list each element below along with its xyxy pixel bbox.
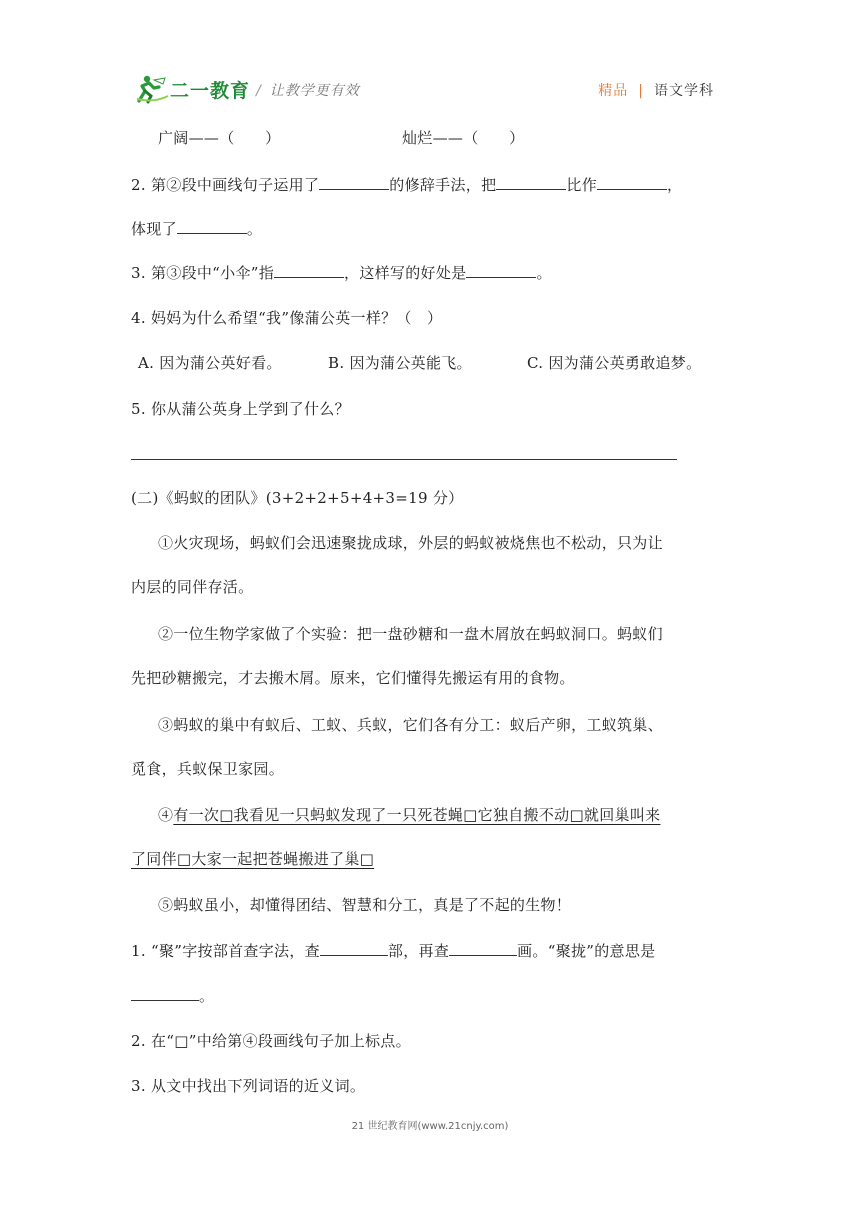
b1-blank-3[interactable] [131,986,199,1001]
paragraph-1-line-1: ①火灾现场，蚂蚁们会迅速聚拢成球，外层的蚂蚁被烧焦也不松动，只为让 [158,534,663,552]
header-right [598,80,714,100]
b1-text-b: 部，再查 [387,942,450,960]
q2-blank-3[interactable] [597,175,667,190]
b1-blank-1[interactable] [320,941,388,956]
question-b1-line-2 [131,985,214,1007]
paragraph-1-line-2: 内层的同伴存活。 [131,578,254,596]
b1-text-a: 1. “聚”字按部首查字法，查 [131,942,320,960]
q3-blank-2[interactable] [466,263,536,278]
slogan-slash: / [256,83,262,99]
paragraph-4-underlined-a: 有一次□我看见一只蚂蚁发现了一只死苍蝇□它独自搬不动□就回巢叫来 [173,806,661,824]
question-4: 4. 妈妈为什么希望“我”像蒲公英一样？（ ） [131,309,443,327]
q3-text-b: ，这样写的好处是 [344,264,467,282]
q3-blank-1[interactable] [274,263,344,278]
quality-label: 精品 [598,83,629,99]
q2-text-f: 。 [246,220,263,238]
logo-text: 二一教育 [170,80,251,102]
subject-label: 语文学科 [654,83,714,99]
paragraph-2-line-1: ②一位生物学家做了个实验：把一盘砂糖和一盘木屑放在蚂蚁洞口。蚂蚁们 [158,625,663,643]
q2-blank-2[interactable] [496,175,566,190]
b1-text-d: 。 [199,987,215,1005]
q2-blank-1[interactable] [319,175,389,190]
section-2-title: (二)《蚂蚁的团队》(3+2+2+5+4+3=19 分） [131,489,464,507]
slogan [256,80,360,100]
b1-blank-2[interactable] [449,941,517,956]
paragraph-4-underlined-b: 了同伴□大家一起把苍蝇搬进了巢□ [131,850,375,868]
vocab-line-1a: 广阔——（ ） [158,129,281,147]
header-separator: | [638,83,644,99]
question-2-line-2 [131,218,262,240]
q2-text-e: 体现了 [131,220,177,238]
logo [134,74,252,104]
paragraph-3-line-1: ③蚂蚁的巢中有蚁后、工蚁、兵蚁，它们各有分工：蚁后产卵，工蚁筑巢、 [158,716,663,734]
q2-text-d: ， [667,176,683,194]
paragraph-3-line-2: 觅食，兵蚁保卫家园。 [131,760,285,778]
question-b2: 2. 在“□”中给第④段画线句子加上标点。 [131,1032,411,1050]
q2-text-b: 的修辞手法，把 [389,176,497,194]
option-c[interactable]: C. 因为蒲公英勇敢追梦。 [527,354,702,372]
question-b3: 3. 从文中找出下列词语的近义词。 [131,1077,366,1095]
b1-text-c: 画。“聚拢”的意思是 [517,942,656,960]
option-b[interactable]: B. 因为蒲公英能飞。 [328,354,472,372]
q3-text-a: 3. 第③段中“小伞”指 [131,264,275,282]
vocab-line-1b: 灿烂——（ ） [402,129,525,147]
answer-line[interactable] [131,459,677,460]
paragraph-4-line-2 [131,848,374,870]
question-2-line-1 [131,174,682,196]
paragraph-5: ⑤蚂蚁虽小，却懂得团结、智慧和分工，真是了不起的生物！ [158,896,572,914]
paragraph-4-number: ④ [158,806,174,824]
paragraph-4-line-1 [158,804,660,826]
q2-text-a: 2. 第②段中画线句子运用了 [131,176,320,194]
q2-blank-4[interactable] [177,219,247,234]
paragraph-2-line-2: 先把砂糖搬完，才去搬木屑。原来，它们懂得先搬运有用的食物。 [131,669,575,687]
q2-text-c: 比作 [566,176,597,194]
q3-text-c: 。 [536,264,552,282]
page-header [134,74,714,108]
option-a[interactable]: A. 因为蒲公英好看。 [138,354,282,372]
question-3 [131,262,552,284]
question-5: 5. 你从蒲公英身上学到了什么？ [131,400,350,418]
question-b1-line-1 [131,940,655,962]
footer: 21 世纪教育网(www.21cnjy.com) [351,1121,509,1132]
slogan-text: 让教学更有效 [269,83,360,99]
